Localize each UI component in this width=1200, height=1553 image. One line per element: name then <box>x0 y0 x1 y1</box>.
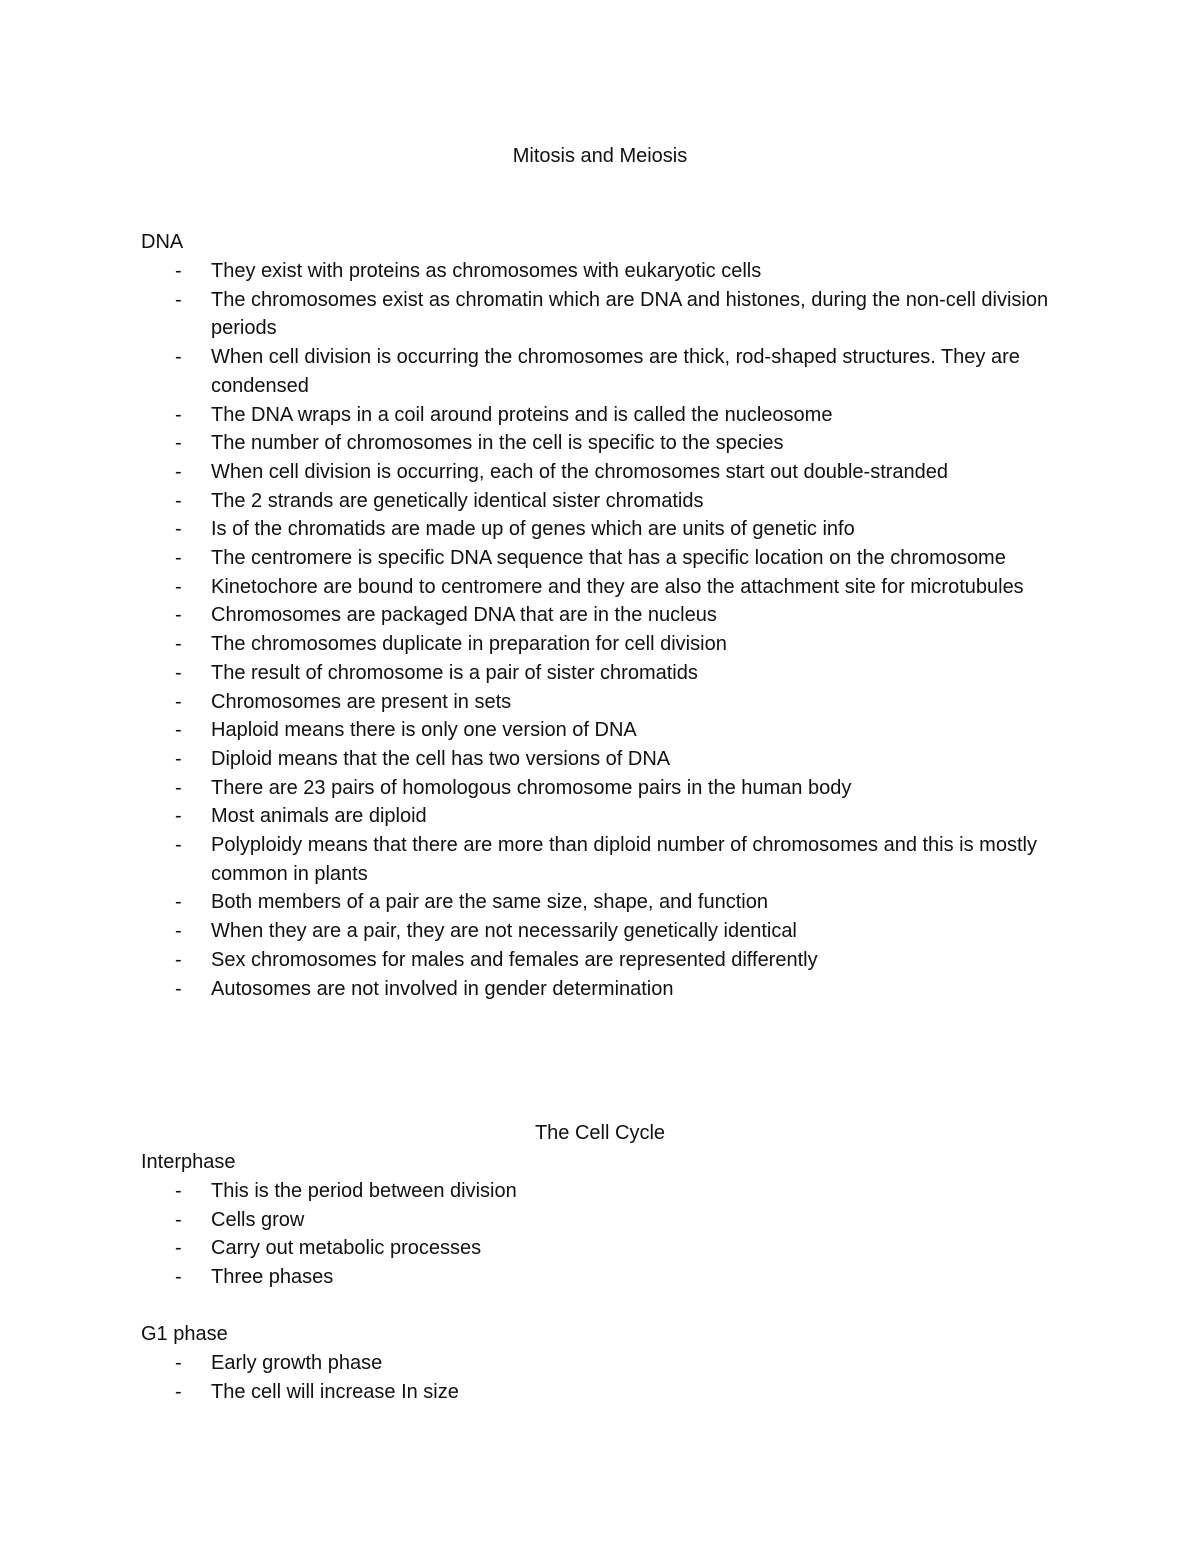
list-item <box>0 257 1051 286</box>
list-item <box>0 802 1051 831</box>
list-item <box>0 458 1051 487</box>
list-item-text: Sex chromosomes for males and females are represented differently <box>211 948 818 971</box>
list-item <box>0 1378 1051 1407</box>
list-item-text: The number of chromosomes in the cell is specific to the species <box>211 432 784 455</box>
list-item-text: The chromosomes duplicate in preparation for cell division <box>211 633 727 656</box>
list-item <box>0 544 1051 573</box>
list-item <box>0 630 1051 659</box>
list-item-text: Polyploidy means that there are more than diploid number of chromosomes and this is mostly common in plants <box>211 834 1037 885</box>
list-item-text: Haploid means there is only one version of DNA <box>211 719 637 742</box>
bullet-dash: - <box>175 1180 182 1202</box>
list-item-text: Chromosomes are packaged DNA that are in the nucleus <box>211 604 717 627</box>
bullet-dash: - <box>175 260 182 282</box>
list-item <box>0 917 1051 946</box>
bullet-dash: - <box>175 460 182 483</box>
interphase-bullet-list <box>0 1177 1051 1292</box>
list-item <box>0 888 1051 917</box>
list-item <box>0 515 1051 544</box>
bullet-dash: - <box>175 518 182 541</box>
list-item-text: When they are a pair, they are not necessarily genetically identical <box>211 920 797 943</box>
list-item-text: Autosomes are not involved in gender determination <box>211 977 674 1000</box>
list-item-text: Both members of a pair are the same size, shape, and function <box>211 891 768 914</box>
list-item <box>0 1177 1051 1206</box>
list-item-text: Chromosomes are present in sets <box>211 690 512 713</box>
list-item <box>0 1349 1051 1378</box>
list-item-text: Early growth phase <box>211 1352 383 1374</box>
section-heading-dna: DNA <box>141 231 184 253</box>
list-item <box>0 1263 1051 1292</box>
list-item <box>0 286 1051 343</box>
list-item <box>0 831 1051 888</box>
bullet-dash: - <box>175 1380 182 1403</box>
bullet-dash: - <box>175 575 182 598</box>
list-item <box>0 429 1051 458</box>
list-item <box>0 487 1051 516</box>
cell-cycle-title: The Cell Cycle <box>534 1122 666 1144</box>
bullet-dash: - <box>175 489 182 512</box>
list-item-text: The cell will increase In size <box>211 1380 459 1403</box>
bullet-dash: - <box>175 805 182 828</box>
bullet-dash: - <box>175 747 182 770</box>
list-item-text: Carry out metabolic processes <box>211 1237 482 1260</box>
list-item-text: The DNA wraps in a coil around proteins and is called the nucleosome <box>211 403 833 426</box>
bullet-dash: - <box>175 1208 182 1231</box>
list-item <box>0 601 1051 630</box>
list-item-text: Three phases <box>211 1266 334 1289</box>
bullet-dash: - <box>175 948 182 971</box>
section-heading-g1-phase: G1 phase <box>141 1323 228 1345</box>
bullet-dash: - <box>175 547 182 570</box>
list-item <box>0 343 1051 400</box>
list-item-text: Kinetochore are bound to centromere and they are also the attachment site for microtubules <box>211 575 1024 598</box>
bullet-dash: - <box>175 661 182 684</box>
bullet-dash: - <box>175 633 182 656</box>
list-item-text: They exist with proteins as chromosomes with eukaryotic cells <box>211 260 762 282</box>
bullet-dash: - <box>175 432 182 455</box>
list-item-text: When cell division is occurring, each of the chromosomes start out double-stranded <box>211 460 949 483</box>
list-item <box>0 946 1051 975</box>
list-item <box>0 1206 1051 1235</box>
list-item-text: Cells grow <box>211 1208 305 1231</box>
list-item <box>0 659 1051 688</box>
bullet-dash: - <box>175 977 182 1000</box>
bullet-dash: - <box>175 891 182 914</box>
list-item-text: This is the period between division <box>211 1180 517 1202</box>
bullet-dash: - <box>175 1352 182 1374</box>
list-item <box>0 716 1051 745</box>
document-title: Mitosis and Meiosis <box>512 145 688 167</box>
list-item <box>0 401 1051 430</box>
list-item-text: Most animals are diploid <box>211 805 427 828</box>
bullet-dash: - <box>175 346 182 369</box>
list-item <box>0 774 1051 803</box>
bullet-dash: - <box>175 1237 182 1260</box>
bullet-dash: - <box>175 288 182 311</box>
bullet-dash: - <box>175 719 182 742</box>
list-item-text: The chromosomes exist as chromatin which are DNA and histones, during the non-cell division periods <box>211 288 1049 340</box>
list-item <box>0 975 1051 1004</box>
list-item-text: The centromere is specific DNA sequence that has a specific location on the chromosome <box>211 547 1006 570</box>
bullet-dash: - <box>175 776 182 799</box>
list-item <box>0 745 1051 774</box>
bullet-dash: - <box>175 690 182 713</box>
list-item <box>0 688 1051 717</box>
bullet-dash: - <box>175 403 182 426</box>
bullet-dash: - <box>175 920 182 943</box>
bullet-dash: - <box>175 1266 182 1289</box>
list-item-text: The 2 strands are genetically identical sister chromatids <box>211 489 704 512</box>
dna-bullet-list <box>0 257 1051 1003</box>
list-item <box>0 1234 1051 1263</box>
list-item-text: Diploid means that the cell has two versions of DNA <box>211 747 671 770</box>
list-item-text: Is of the chromatids are made up of genes which are units of genetic info <box>211 518 855 541</box>
g1-phase-bullet-list <box>0 1349 1051 1406</box>
list-item-text: There are 23 pairs of homologous chromosome pairs in the human body <box>211 776 852 799</box>
list-item-text: When cell division is occurring the chromosomes are thick, rod-shaped structures. They are condensed <box>211 346 1020 397</box>
list-item-text: The result of chromosome is a pair of sister chromatids <box>211 661 698 684</box>
bullet-dash: - <box>175 604 182 627</box>
list-item <box>0 573 1051 602</box>
section-heading-interphase: Interphase <box>141 1151 236 1173</box>
bullet-dash: - <box>175 834 182 857</box>
